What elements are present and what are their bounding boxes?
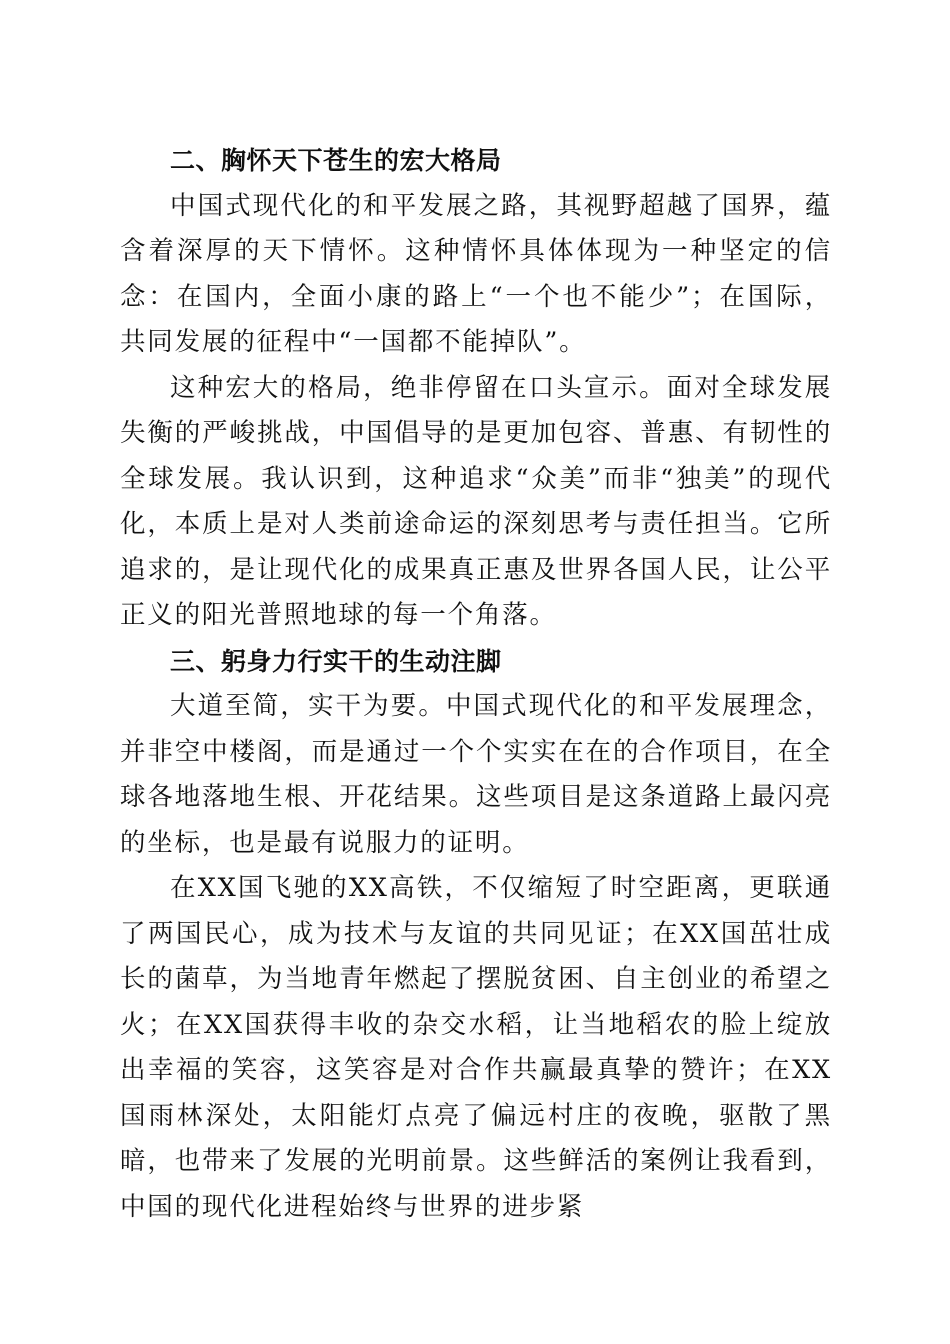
document-body [120,138,832,1230]
paragraph: 大道至简，实干为要。中国式现代化的和平发展理念，并非空中楼阁，而是通过一个个实实在在的合作项目，在全球各地落地生根、开花结果。这些项目是这条道路上最闪亮的坐标，也是最有说服力的证明。 [120,691,832,858]
section-heading-2: 二、胸怀天下苍生的宏大格局 [170,146,502,175]
paragraph: 中国式现代化的和平发展之路，其视野超越了国界，蕴含着深厚的天下情怀。这种情怀具体体现为一种坚定的信念：在国内，全面小康的路上“一个也不能少”；在国际，共同发展的征程中“一国都不能掉队”。 [120,190,832,357]
paragraph: 在XX国飞驰的XX高铁，不仅缩短了时空距离，更联通了两国民心，成为技术与友谊的共同见证；在XX国茁壮成长的菌草，为当地青年燃起了摆脱贫困、自主创业的希望之火；在XX国获得丰收的杂交水稻，让当地稻农的脸上绽放出幸福的笑容，这笑容是对合作共赢最真挚的赞许；在XX国雨林深处，太阳能灯点亮了偏远村庄的夜晚，驱散了黑暗，也带来了发展的光明前景。这些鲜活的案例让我看到，中国的现代化进程始终与世界的进步紧 [120,873,832,1222]
paragraph: 这种宏大的格局，绝非停留在口头宣示。面对全球发展失衡的严峻挑战，中国倡导的是更加包容、普惠、有韧性的全球发展。我认识到，这种追求“众美”而非“独美”的现代化，本质上是对人类前途命运的深刻思考与责任担当。它所追求的，是让现代化的成果真正惠及世界各国人民，让公平正义的阳光普照地球的每一个角落。 [120,372,832,630]
section-heading-3: 三、躬身力行实干的生动注脚 [170,646,502,676]
